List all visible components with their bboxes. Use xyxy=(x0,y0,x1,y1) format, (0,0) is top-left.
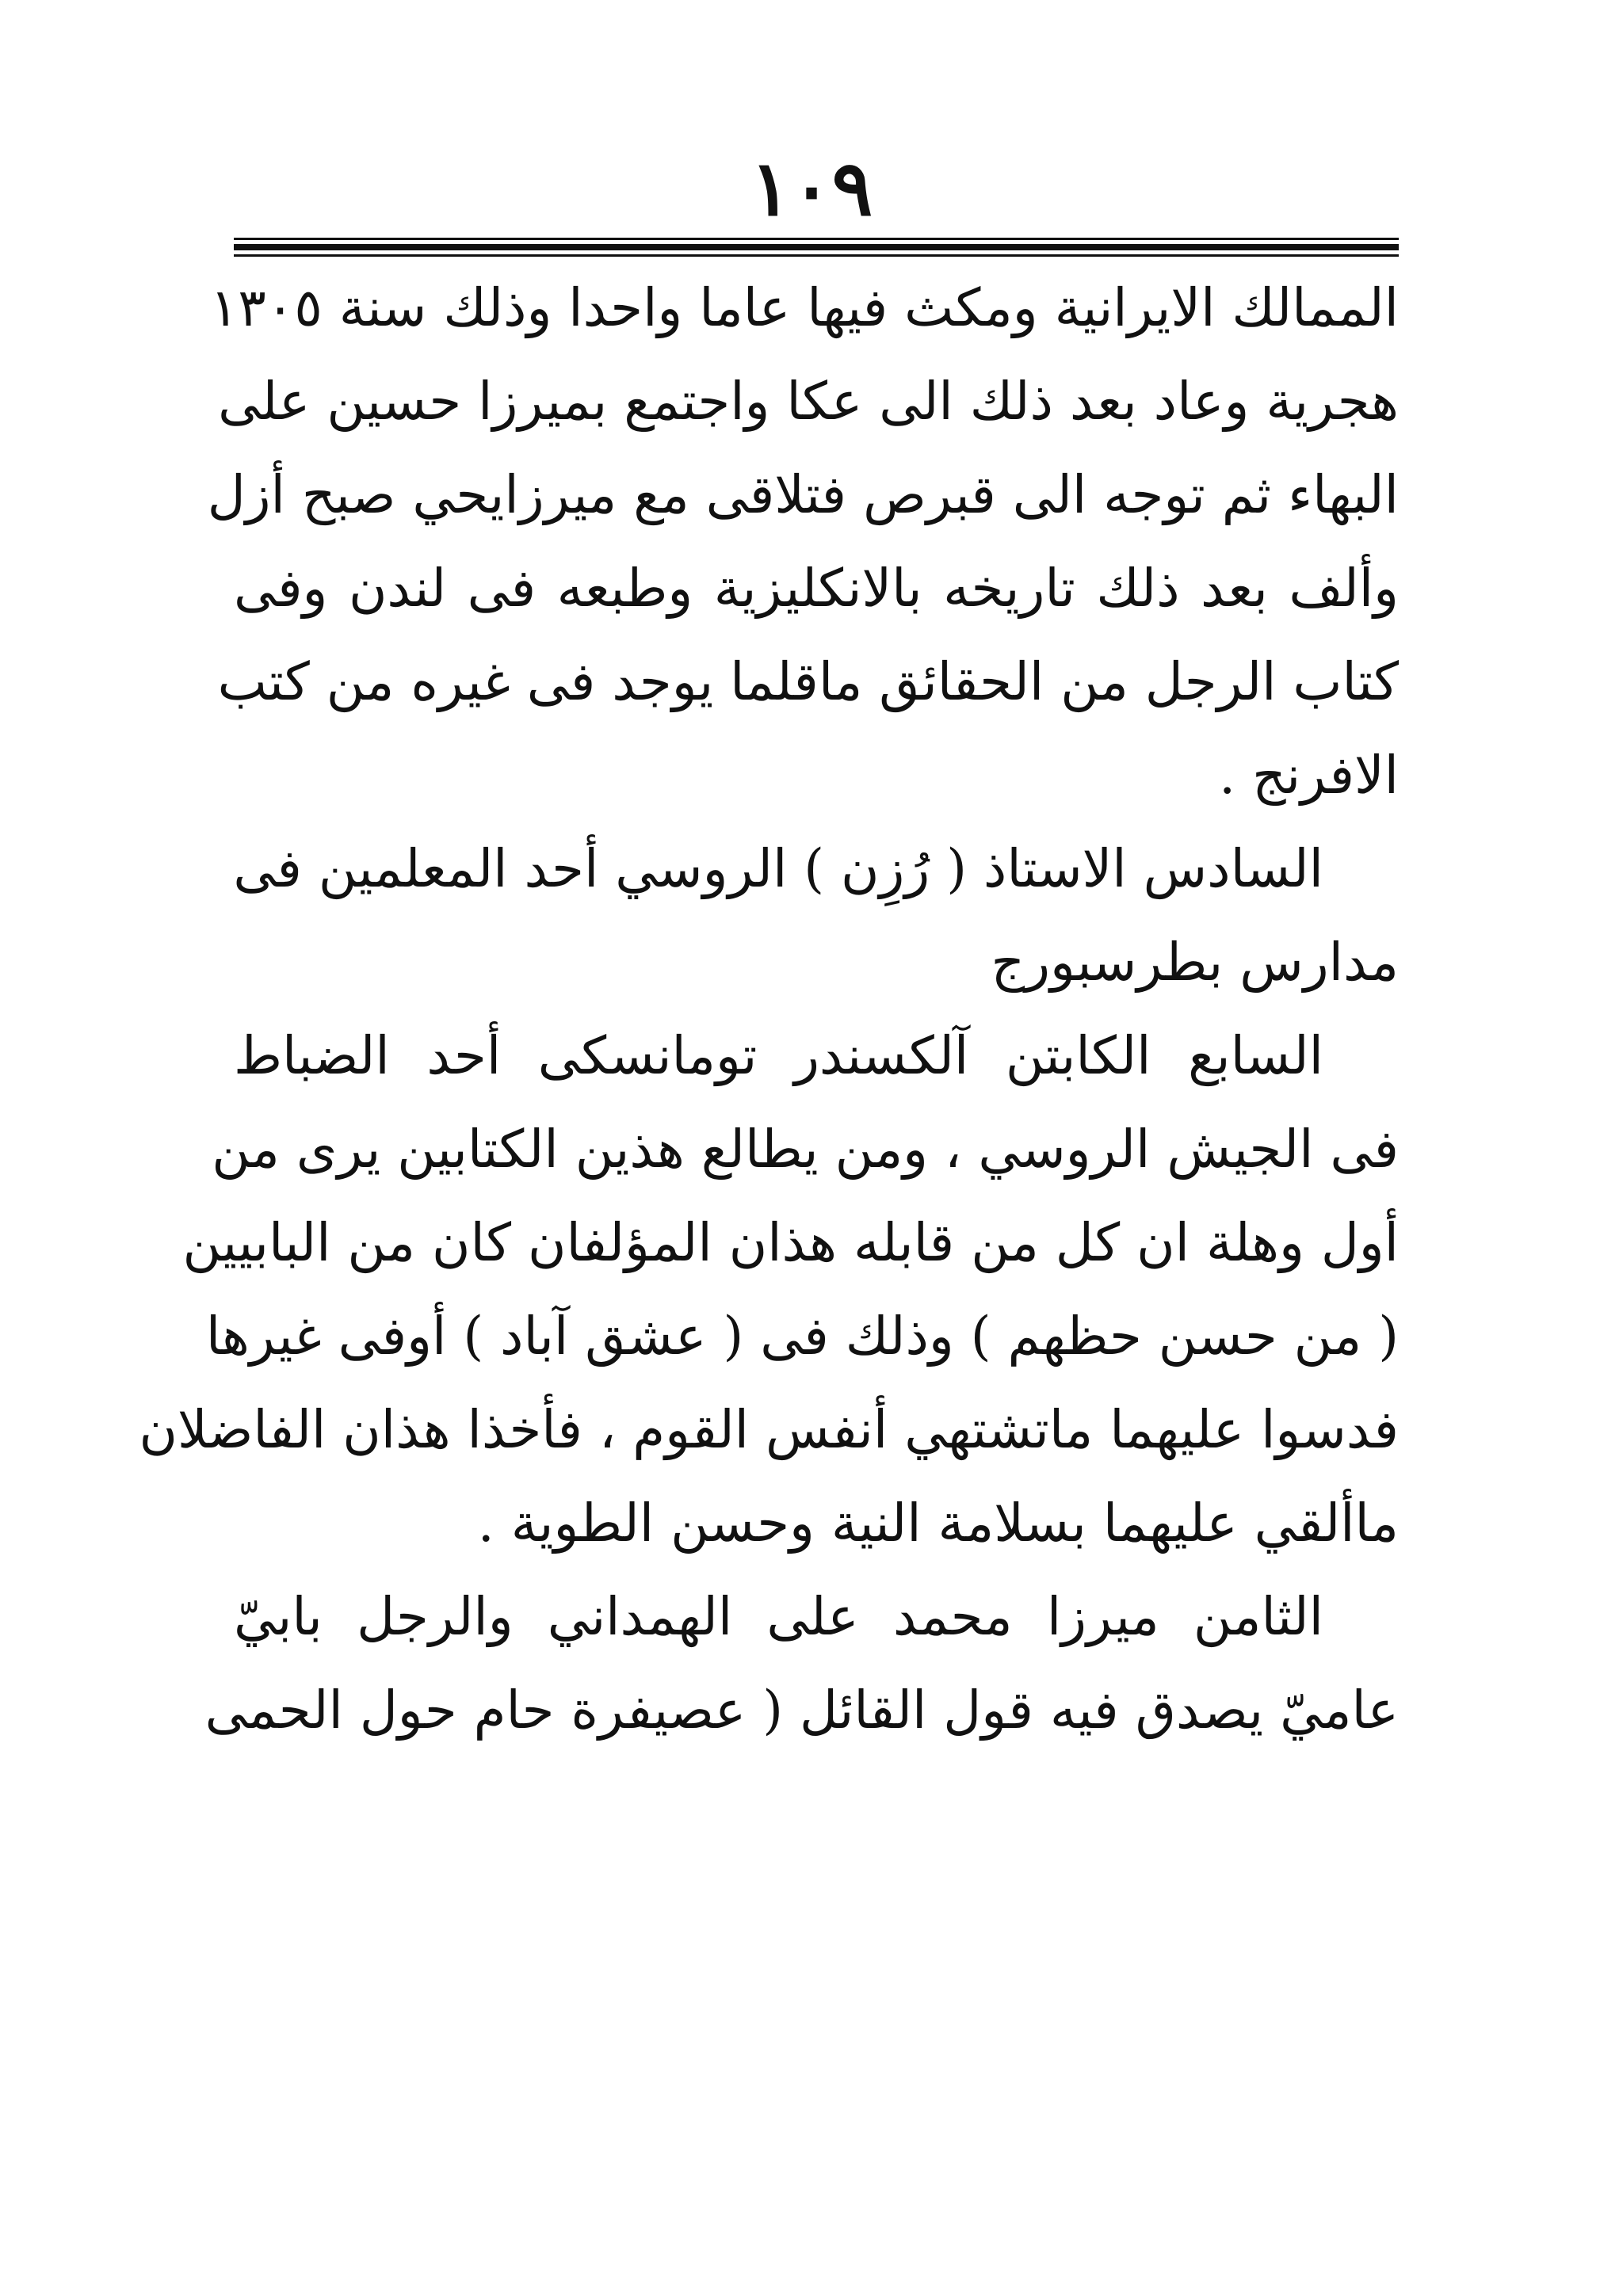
text-line: فى الجيش الروسي ، ومن يطالع هذين الكتابين يرى من xyxy=(212,1119,1399,1180)
header-rule-thick xyxy=(234,244,1399,250)
text-line: ( من حسن حظهم ) وذلك فى ( عشق آباد ) أوفى غيرها xyxy=(205,1306,1399,1367)
body-text xyxy=(139,261,1399,1757)
text-line: الثامن ميرزا محمد على الهمداني والرجل بابيّ xyxy=(234,1586,1323,1647)
text-line: مدارس بطرسبورج xyxy=(991,932,1399,993)
header-rule-bottom xyxy=(234,254,1399,257)
text-line: البهاء ثم توجه الى قبرص فتلاقى مع ميرزايحي صبح أزل xyxy=(207,464,1399,525)
text-line: هجرية وعاد بعد ذلك الى عكا واجتمع بميرزا حسين على xyxy=(218,371,1399,432)
text-line: ماألقي عليهما بسلامة النية وحسن الطوية . xyxy=(477,1493,1399,1554)
text-line: فدسوا عليهما ماتشتهي أنفس القوم ، فأخذا هذان الفاضلان xyxy=(139,1399,1399,1460)
header-rule-top xyxy=(234,238,1399,240)
text-line: السابع الكابتن آلكسندر تومانسكى أحد الضباط xyxy=(234,1025,1323,1086)
text-line: عاميّ يصدق فيه قول القائل ( عصيفرة حام حول الحمى xyxy=(204,1680,1399,1741)
page-number: ١٠٩ xyxy=(750,143,873,233)
text-line: السادس الاستاذ ( رُزِن ) الروسي أحد المعلمين فى xyxy=(233,838,1323,899)
text-line: أول وهلة ان كل من قابله هذان المؤلفان كان من البابيين xyxy=(182,1212,1399,1273)
text-line: الافرنج . xyxy=(1219,745,1399,806)
text-line: وألف بعد ذلك تاريخه بالانكليزية وطبعه فى لندن وفى xyxy=(234,558,1399,619)
text-line: كتاب الرجل من الحقائق ماقلما يوجد فى غيره من كتب xyxy=(217,651,1399,712)
text-line: الممالك الايرانية ومكث فيها عاما واحدا وذلك سنة ١٣٠٥ xyxy=(209,277,1399,338)
